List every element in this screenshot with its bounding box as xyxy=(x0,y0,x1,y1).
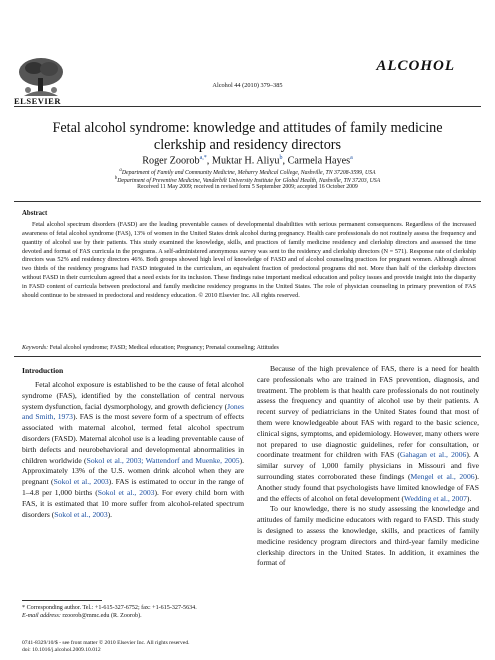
footnote-rule xyxy=(22,600,102,601)
paragraph-text: Because of the high prevalence of FAS, there is a need for health care professionals who are trained in FAS prevention, diagnosis, and treatment. The problem is that health care professionals do not routinely assess the frequency and quantity of alcohol use by their patients. A recent survey of pediatricians in the United States found that most of them were knowledgeable about FAS with regard to the basic science, clinical signs, symptoms, and epidemiology. However, many others were not prepared to use diagnostic guidelines, refer for consultation, or coordinate treatment for children with FAS ( xyxy=(257,364,479,460)
citation-link[interactable]: Sokol et al., 2003 xyxy=(97,487,155,497)
paragraph-text: To our knowledge, there is no study assessing the knowledge and attitudes of family medicine educators with regard to FASD. This study is designed to assess the knowledge, skills, and practices of family medicine residency program directors and third-year family medicine clerkship directors in the United States. In addition, it examines the format of xyxy=(257,504,479,568)
keywords-list: Fetal alcohol syndrome; FASD; Medical education; Pregnancy; Prenatal counseling; Attitudes xyxy=(49,345,279,351)
intro-right-column xyxy=(257,364,479,569)
abstract-text: Fetal alcohol spectrum disorders (FASD) are the leading preventable causes of developmental disabilities with serious permanent consequences. Regardless of the increased awareness of fetal alcohol syndrome (FAS), 13% of women in the United States drink alcohol during pregnancy. Health care professionals do not routinely assess the frequency and quantity of alcohol use by their patients. This study examined the knowledge, skills, and practices of family medicine residency and clerkship directors and assessed the time devoted and format of FAS curricula in the programs. A self-administered anonymous survey was sent to the residency and clerkship directors (N = 571). Response rate of clerkship directors was 52% and residency directors 46%. Both groups showed high level of knowledge of FASD and of alcohol counseling practices for pregnant women. Although almost two thirds of the residency programs had FASD integrated in the curriculum, an equivalent fraction of predoctoral programs did not. More than half of the clerkship directors without FASD in their curriculum agreed that a need exists for its inclusion. These findings raise important medical education and policy issues and provide insight into the disparity in FASD content of curricula between predoctoral and family medicine residency programs in the United States. The role of physician counseling in primary prevention of FAS should continue to be stressed in predoctoral and residency education. © 2010 Elsevier Inc. All rights reserved. xyxy=(22,221,476,299)
paragraph-text: ). Another study found that psychologists have limited knowledge of FAS and the effects of alcohol on fetal development ( xyxy=(257,471,479,503)
issn-line: 0741-8329/10/$ - see front matter © 2010 Elsevier Inc. All rights reserved. xyxy=(22,640,190,646)
abstract-rule xyxy=(14,356,481,357)
paragraph-text: ). FAS is the most severe form of a spectrum of effects associated with maternal alcohol, termed fetal alcohol spectrum disorders (FASD). Maternal alcohol use is a leading preventable cause of birth defects and neurobehavioral and developmental abnormalities in children worldwide ( xyxy=(22,412,244,465)
citation-link[interactable]: Sokol et al., 2003 xyxy=(53,477,109,487)
citation-link[interactable]: Jones and Smith, 1973 xyxy=(22,401,244,422)
title-rule xyxy=(14,201,481,202)
citation-link[interactable]: Wedding et al., 2007 xyxy=(404,493,467,503)
affiliation-b-mark: b xyxy=(114,176,118,181)
citation-link[interactable]: Sokol et al., 2003 xyxy=(54,509,108,519)
affiliation-b xyxy=(0,176,495,184)
keywords-label: Keywords: xyxy=(22,345,49,351)
author-name: Muktar H. Aliyu xyxy=(211,155,280,167)
affiliation-b-text: Department of Preventive Medicine, Vanderbilt University Institute for Global Health, Nashville, TN 37203, USA xyxy=(117,177,381,184)
paragraph-text: ). xyxy=(107,509,113,519)
intro-paragraph-2 xyxy=(257,364,479,504)
elsevier-tree-logo xyxy=(14,56,68,100)
title-line-2: clerkship and residency directors xyxy=(153,137,342,153)
doi-link[interactable]: doi: 10.1016/j.alcohol.2009.10.012 xyxy=(22,647,101,653)
paragraph-text: ). Approximately 13% of the U.S. women drink alcohol when they are pregnant ( xyxy=(22,455,244,487)
author-affiliation-mark[interactable]: a xyxy=(350,155,353,161)
header-rule xyxy=(14,106,481,107)
author-affiliation-mark[interactable]: a,* xyxy=(199,155,207,161)
abstract-heading: Abstract xyxy=(22,210,48,217)
title-line-1: Fetal alcohol syndrome: knowledge and attitudes of family medicine xyxy=(52,120,443,136)
publisher-name: ELSEVIER xyxy=(14,96,61,106)
issn-doi-block xyxy=(22,640,190,654)
intro-paragraph-3 xyxy=(257,504,479,569)
author-name: Carmela Hayes xyxy=(287,155,351,167)
corresponding-author-footnote xyxy=(22,604,244,620)
section-heading-introduction: Introduction xyxy=(22,366,64,375)
journal-citation: Alcohol 44 (2010) 379–385 xyxy=(212,82,283,89)
email-label: E-mail address: xyxy=(22,613,61,619)
author-email[interactable]: rzoorob@mmc.edu (R. Zoorob). xyxy=(62,613,142,619)
paragraph-text: ). A similar survey of 1,000 family physicians in Missouri and five surrounding states corroborated these findings ( xyxy=(257,450,479,481)
citation-link[interactable]: Mengel et al., 2006 xyxy=(410,471,475,481)
author-affiliation-mark[interactable]: b xyxy=(279,155,283,161)
keywords xyxy=(22,345,279,351)
affiliation-a-mark: a xyxy=(119,168,122,173)
paragraph-text: ). FAS is estimated to occur in the range of 1–4.8 per 1,000 births ( xyxy=(22,477,245,497)
corresponding-author-note: * Corresponding author. Tel.: +1-615-327-6752; fax: +1-615-327-5634. xyxy=(22,605,197,611)
journal-logo-text: ALCOHOL xyxy=(376,58,455,74)
paragraph-text: Fetal alcohol exposure is established to be the cause of fetal alcohol syndrome (FAS), identified by the constellation of central nervous system dysfunction, facial dysmorphology, and growth deficiency ( xyxy=(22,380,244,411)
affiliation-a-text: Department of Family and Community Medicine, Meharry Medical College, Nashville, TN 37208-3599, USA xyxy=(121,169,376,176)
received-dates: Received 11 May 2009; received in revised form 5 September 2009; accepted 16 October 2009 xyxy=(137,184,358,190)
citation-link[interactable]: Gahagan et al., 2006 xyxy=(399,450,467,460)
citation-link[interactable]: Sokol et al., 2003; Wattendorf and Muenke, 2005 xyxy=(86,455,240,465)
affiliation-a xyxy=(0,168,495,176)
author-name: Roger Zoorob xyxy=(142,155,200,167)
paragraph-text: ). For every child born with FAS, it is estimated that 10 more suffer from alcohol-related spectrum disorders ( xyxy=(22,487,244,519)
paragraph-text: ). xyxy=(466,493,472,503)
author-list: Roger Zoorob$^{a,*}$, Muktar H. Aliyu$^b$, Carmela Hayes$^a$ xyxy=(142,155,353,167)
article-title xyxy=(20,120,475,154)
intro-left-column xyxy=(22,380,244,520)
